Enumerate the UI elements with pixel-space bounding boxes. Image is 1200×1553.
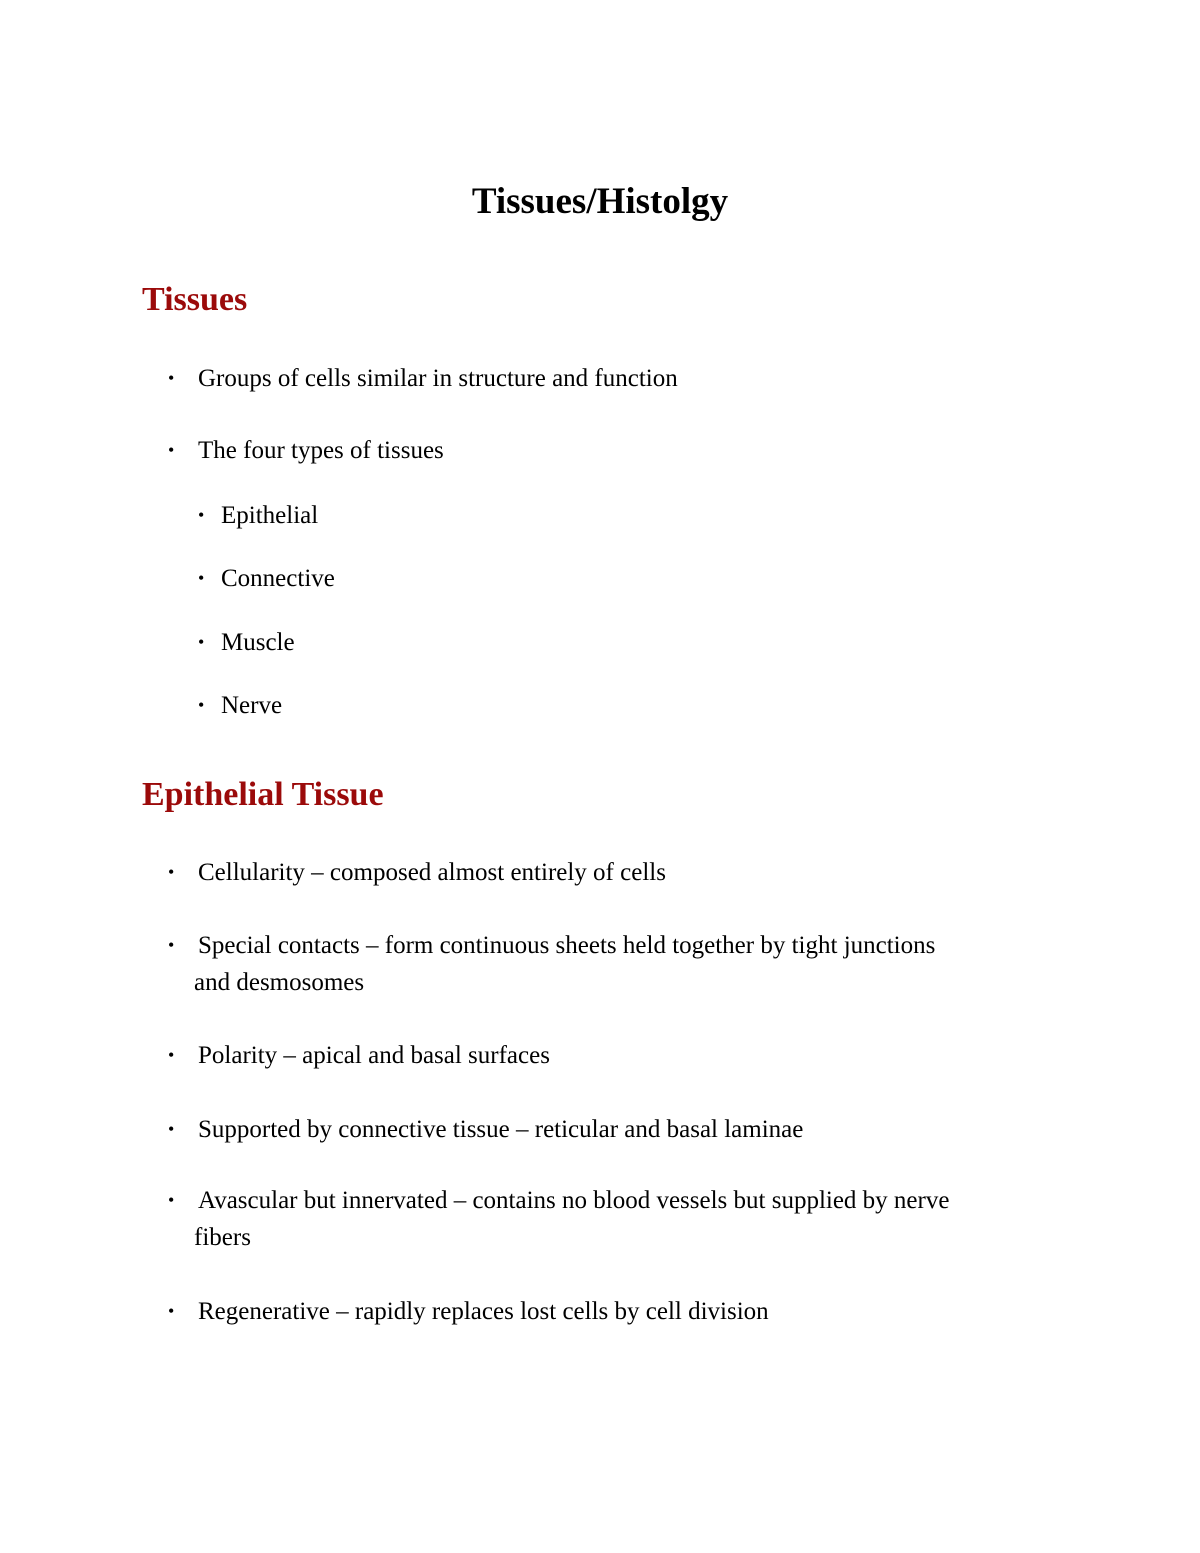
- document-title: Tissues/Histolgy: [471, 181, 729, 222]
- bullet-icon: •: [198, 632, 205, 652]
- list-item: [168, 1293, 1068, 1330]
- list-item-text: Supported by connective tissue – reticular and basal laminae: [198, 1116, 804, 1143]
- sub-list-item-text: Muscle: [221, 629, 295, 656]
- bullet-icon: •: [168, 368, 175, 388]
- section-heading-tissues: Tissues: [142, 281, 248, 318]
- section-heading-epithelial-tissue: Epithelial Tissue: [142, 776, 384, 813]
- bullet-icon: •: [168, 1190, 175, 1210]
- list-item-line-continued: and desmosomes: [194, 969, 365, 996]
- list-item: [168, 432, 1068, 469]
- sub-list-item-text: Connective: [221, 565, 335, 592]
- list-item: [168, 360, 1068, 397]
- sub-list-item-text: Epithelial: [221, 502, 319, 529]
- list-item: [168, 927, 1068, 1001]
- bullet-icon: •: [168, 862, 175, 882]
- list-item-text: [168, 927, 1068, 1001]
- list-item-text: The four types of tissues: [198, 437, 444, 464]
- bullet-icon: •: [168, 1119, 175, 1139]
- sub-list-item-text: Nerve: [221, 692, 283, 719]
- list-item-text: Regenerative – rapidly replaces lost cells by cell division: [198, 1298, 769, 1325]
- bullet-icon: •: [198, 505, 205, 525]
- list-item: [168, 854, 1068, 891]
- bullet-icon: •: [168, 1045, 175, 1065]
- sub-list-item: [198, 687, 798, 724]
- list-item: [168, 1111, 1068, 1148]
- bullet-icon: •: [168, 440, 175, 460]
- list-item-line-continued: fibers: [194, 1224, 251, 1251]
- bullet-icon: •: [198, 695, 205, 715]
- bullet-icon: •: [168, 935, 175, 955]
- list-item-text: Groups of cells similar in structure and function: [198, 365, 678, 392]
- list-item-line: Special contacts – form continuous sheets held together by tight junctions: [198, 932, 936, 959]
- bullet-icon: •: [168, 1301, 175, 1321]
- list-item-text: Polarity – apical and basal surfaces: [198, 1042, 550, 1069]
- sub-list-item: [198, 624, 798, 661]
- list-item-text: Cellularity – composed almost entirely of cells: [198, 859, 666, 886]
- sub-list-item: [198, 497, 798, 534]
- bullet-icon: •: [198, 568, 205, 588]
- list-item-text: [168, 1182, 1068, 1256]
- list-item: [168, 1037, 1068, 1074]
- list-item: [168, 1182, 1068, 1256]
- sub-list-item: [198, 560, 798, 597]
- list-item-line: Avascular but innervated – contains no blood vessels but supplied by nerve: [198, 1187, 950, 1214]
